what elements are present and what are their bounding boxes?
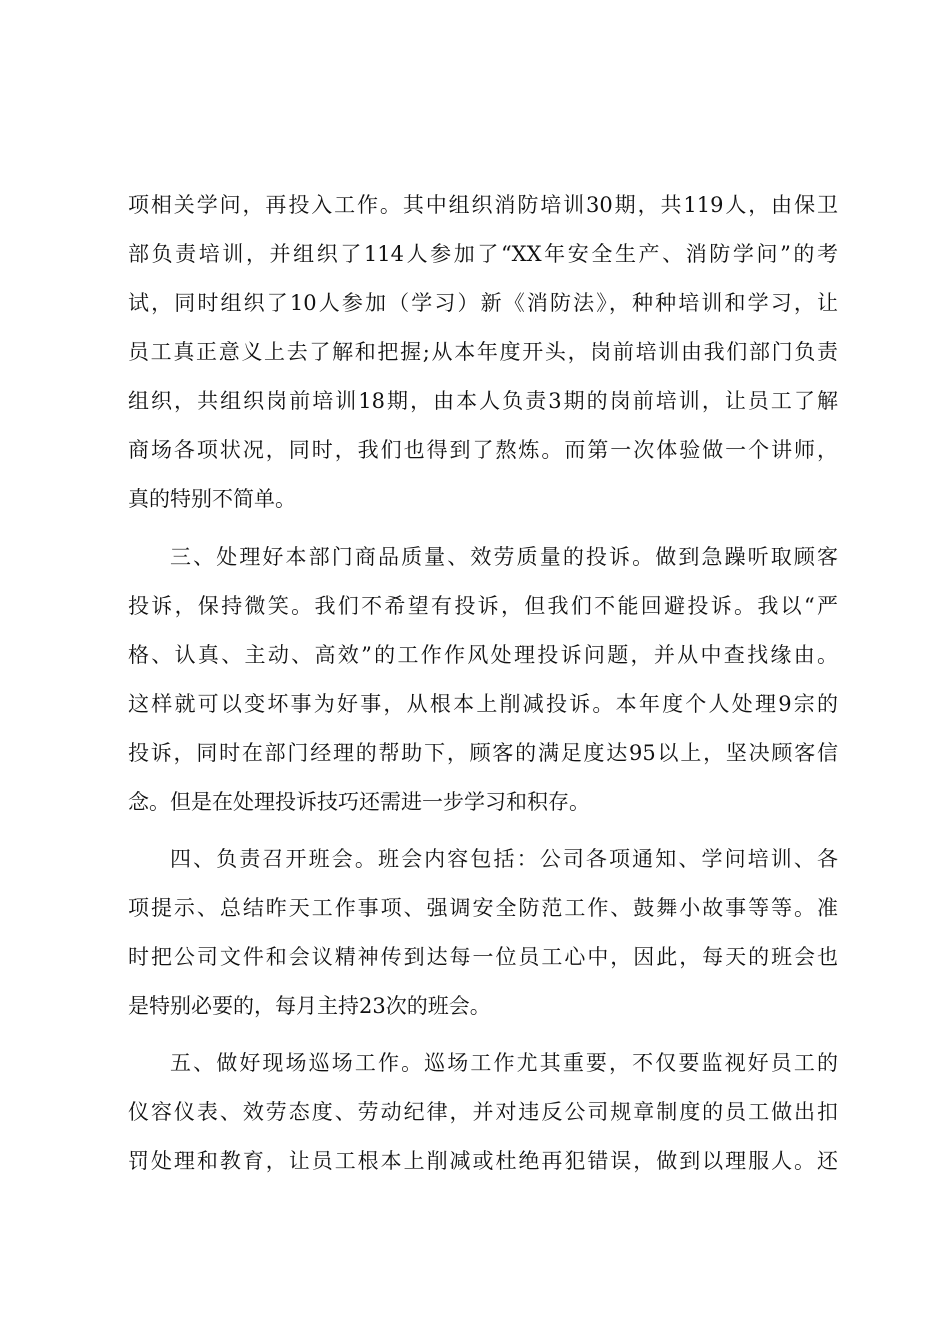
text-line: 投诉，保持微笑。我们不希望有投诉，但我们不能回避投诉。我以“严: [128, 594, 838, 618]
text-line: 格、认真、主动、高效”的工作作风处理投诉问题，并从中查找缘由。: [128, 643, 838, 667]
text-line: 试，同时组织了10人参加（学习）新《消防法》，种种培训和学习，让: [128, 291, 838, 315]
text-line: 项相关学问，再投入工作。其中组织消防培训30期，共119人，由保卫: [128, 193, 838, 217]
text-line: 项提示、总结昨天工作事项、强调安全防范工作、鼓舞小故事等等。准: [128, 896, 838, 920]
text-line: 组织，共组织岗前培训18期，由本人负责3期的岗前培训，让员工了解: [128, 389, 838, 413]
text-line: 这样就可以变坏事为好事，从根本上削减投诉。本年度个人处理9宗的: [128, 692, 838, 716]
text-line: 部负责培训，并组织了114人参加了“XX年安全生产、消防学问”的考: [128, 242, 838, 266]
paragraph-heading-line: 三、处理好本部门商品质量、效劳质量的投诉。做到急躁听取顾客: [170, 545, 838, 569]
text-line: 商场各项状况，同时，我们也得到了熬炼。而第一次体验做一个讲师，: [128, 438, 838, 462]
text-line: 罚处理和教育，让员工根本上削减或杜绝再犯错误，做到以理服人。还: [128, 1149, 838, 1173]
text-line: 真的特别不简单。: [128, 487, 296, 511]
text-line: 员工真正意义上去了解和把握;从本年度开头，岗前培训由我们部门负责: [128, 340, 838, 364]
text-line: 念。但是在处理投诉技巧还需进一步学习和积存。: [128, 790, 590, 814]
text-line: 是特别必要的，每月主持23次的班会。: [128, 994, 491, 1018]
paragraph-heading-line: 五、做好现场巡场工作。巡场工作尤其重要，不仅要监视好员工的: [170, 1051, 838, 1075]
text-line: 投诉，同时在部门经理的帮助下，顾客的满足度达95以上，坚决顾客信: [128, 741, 838, 765]
text-line: 仪容仪表、效劳态度、劳动纪律，并对违反公司规章制度的员工做出扣: [128, 1100, 838, 1124]
paragraph-heading-line: 四、负责召开班会。班会内容包括：公司各项通知、学问培训、各: [170, 847, 838, 871]
text-line: 时把公司文件和会议精神传到达每一位员工心中，因此，每天的班会也: [128, 945, 838, 969]
